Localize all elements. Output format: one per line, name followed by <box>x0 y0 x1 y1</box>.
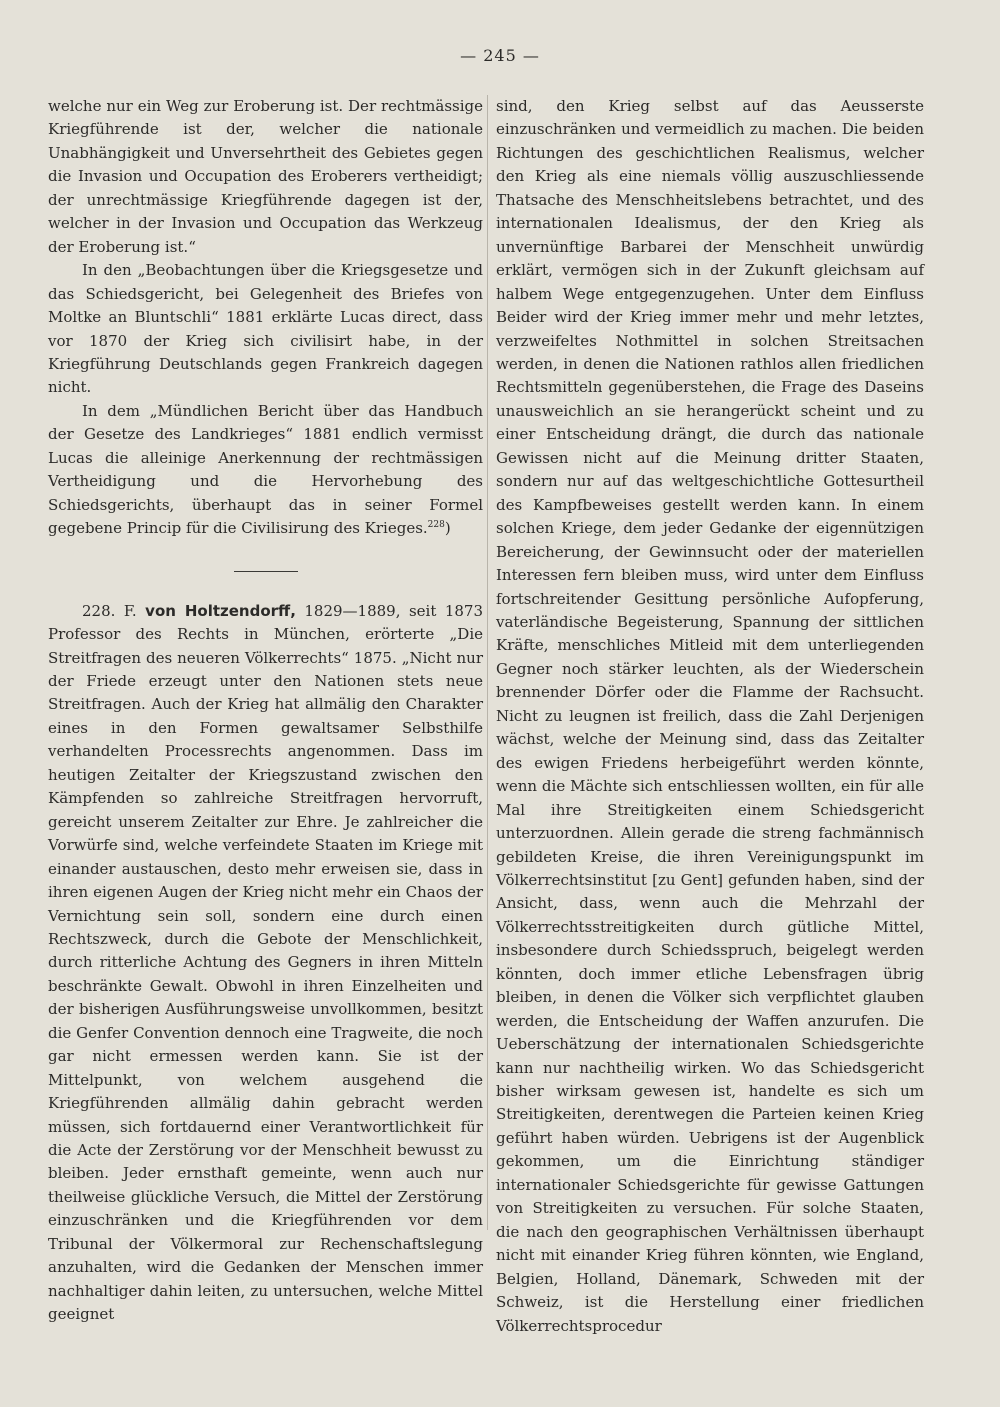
section-separator <box>234 571 298 572</box>
paragraph-1: welche nur ein Weg zur Eroberung ist. Der rechtmässige Kriegführende ist der, welcher die nationale Unabhängigkeit und Unversehrtheit des Gebietes gegen die Invasion und Occupation des Eroberers vertheidigt; der unrechtmässige Kriegführende dagegen ist der, welcher in der Invasion und Occupation das Werkzeug der Eroberung ist.“ <box>48 97 483 256</box>
paragraph-3 <box>48 400 483 541</box>
right-paragraph-1: sind, den Krieg selbst auf das Aeusserste einzuschränken und vermeidlich zu machen. Die beiden Richtungen des geschichtlichen Realismus, welcher den Krieg als eine niemals völlig auszuschliessende Thatsache des Menschheitslebens betrachtet, und des internationalen Idealismus, der den Krieg als unvernünftige Barbarei der Menschheit unwürdig erklärt, vermögen sich in der Zukunft gleichsam auf halbem Wege entgegenzugehen. Unter dem Einfluss Beider wird der Krieg immer mehr und mehr letztes, verzweifeltes Nothmittel in solchen Streitsachen werden, in denen die Nationen rathlos allen friedlichen Rechtsmitteln gegenüberstehen, die Frage des Daseins unausweichlich an sie herangerückt scheint und zu einer Entscheidung drängt, die durch das nationale Gewissen nicht auf die Meinung dritter Staaten, sondern nur auf das weltgeschichtliche Gottesurtheil des Kampfbeweises gestellt werden kann. In einem solchen Kriege, dem jeder Gedanke der eigennützigen Bereicherung, der Gewinnsucht oder der materiellen Interessen fern bleiben muss, wird unter dem Einfluss fortschreitender Gesittung persönliche Aufopferung, vaterländische Begeisterung, Spannung der sittlichen Kräfte, menschliches Mitleid mit dem unterliegenden Gegner noch stärker leuchten, als der Wiederschein brennender Dörfer oder die Flamme der Rachsucht. Nicht zu leugnen ist freilich, dass die Zahl Derjenigen wächst, welche der Meinung sind, dass das Zeitalter des ewigen Friedens herbeigeführt werden könnte, wenn die Mächte sich entschliessen wollten, ein für alle Mal ihre Streitigkeiten einem Schiedsgericht unterzuordnen. Allein gerade die streng fachmännisch gebildeten Kreise, die ihren Vereinigungspunkt im Völkerrechtsinstitut [zu Gent] gefunden haben, sind der Ansicht, dass, wenn auch die Mehrzahl der Völkerrechtsstreitigkeiten durch gütliche Mittel, insbesondere durch Schiedsspruch, beigelegt werden könnten, doch immer etliche Lebensfragen übrig bleiben, in denen die Völker sich verpflichtet glauben werden, die Entscheidung der Waffen anzurufen. Die Ueberschätzung der internationalen Schiedsgerichte kann nur nachtheilig wirken. Wo das Schiedsgericht bisher wirksam gewesen ist, handelte es sich um Streitigkeiten, derentwegen die Parteien keinen Krieg geführt haben würden. Uebrigens ist der Augenblick gekommen, um die Einrichtung ständiger internationaler Schiedsgerichte für gewisse Gattungen von Streitigkeiten zu versuchen. Für solche Staaten, die nach den geographischen Verhältnissen überhaupt nicht mit einander Krieg führen könnten, wie England, Belgien, Holland, Dänemark, Schweden mit der Schweiz, ist die Herstellung einer friedlichen Völkerrechtsprocedur <box>496 97 924 1335</box>
paragraph-3-text: In dem „Mündlichen Bericht über das Handbuch der Gesetze des Landkrieges“ 1881 endlich vermisst Lucas die alleinige Anerkennung der rechtmässigen Vertheidigung und die Hervorhebung des Schiedsgerichts, überhaupt das in seiner Formel gegebene Princip für die Civilisirung des Krieges. <box>48 401 483 538</box>
left-column <box>48 95 483 1327</box>
paragraph-3-end: ) <box>444 519 451 538</box>
paragraph-2: In den „Beobachtungen über die Kriegsgesetze und das Schiedsgericht, bei Gelegenheit des Briefes von Moltke an Bluntschli“ 1881 erklärte Lucas direct, dass vor 1870 der Krieg sich civilisirt habe, in der Kriegführung Deutschlands gegen Frankreich dagegen nicht. <box>48 261 483 397</box>
author-name: von Holtzendorff, <box>145 601 296 620</box>
section-number: 228. F. <box>82 601 146 620</box>
footnote-ref: 228 <box>427 520 445 531</box>
page-number: — 245 — <box>460 46 540 65</box>
section-228 <box>48 600 483 1327</box>
column-divider <box>487 95 488 1230</box>
right-column <box>496 95 924 1338</box>
section-228-text: 1829—1889, seit 1873 Professor des Rechts in München, erörterte „Die Streitfragen des neueren Völkerrechts“ 1875. „Nicht nur der Friede erzeugt unter den Nationen stets neue Streitfragen. Auch der Krieg hat allmälig den Charakter eines in den Formen gewaltsamer Selbsthilfe verhandelten Processrechts angenommen. Dass im heutigen Zeitalter der Kriegszustand zwischen den Kämpfenden so zahlreiche Streitfragen hervorruft, gereicht unserem Zeitalter zur Ehre. Je zahlreicher die Vorwürfe sind, welche verfeindete Staaten im Kriege mit einander austauschen, desto mehr erweisen sie, dass in ihren eigenen Augen der Krieg nicht mehr ein Chaos der Vernichtung sein soll, sondern eine durch einen Rechtszweck, durch die Gebote der Menschlichkeit, durch ritterliche Achtung des Gegners in ihren Mitteln beschränkte Gewalt. Obwohl in ihren Einzelheiten und der bisherigen Ausführungsweise unvollkommen, besitzt die Genfer Convention dennoch eine Tragweite, die noch gar nicht ermessen werden kann. Sie ist der Mittelpunkt, von welchem ausgehend die Kriegführenden allmälig dahin gebracht werden müssen, sich fortdauernd einer Verantwortlichkeit für die Acte der Zerstörung vor der Menschheit bewusst zu bleiben. Jeder ernsthaft gemeinte, wenn auch nur theilweise glückliche Versuch, die Mittel der Zerstörung einzuschränken und die Kriegführenden vor dem Tribunal der Völkermoral zur Rechenschaftslegung anzuhalten, wird die Gedanken der Menschen immer nachhaltiger dahin leiten, zu untersuchen, welche Mittel geeignet <box>48 601 483 1324</box>
